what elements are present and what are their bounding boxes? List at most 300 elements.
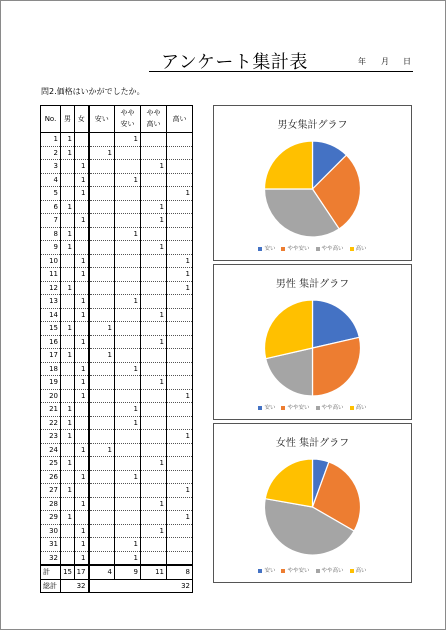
sum-cell: 17 (75, 565, 89, 579)
legend-label: 高い (355, 246, 367, 252)
table-cell (89, 538, 115, 552)
table-cell: 1 (115, 227, 141, 241)
table-cell (115, 430, 141, 444)
table-cell: 1 (167, 281, 193, 295)
table-cell (89, 214, 115, 228)
row-number: 8 (41, 227, 61, 241)
row-number: 28 (41, 497, 61, 511)
table-cell: 1 (141, 214, 167, 228)
legend-label: 安い (264, 246, 276, 252)
row-number: 11 (41, 268, 61, 282)
table-cell: 1 (75, 538, 89, 552)
table-cell: 1 (75, 295, 89, 309)
table-row (41, 349, 193, 363)
table-cell (61, 173, 75, 187)
legend-item (258, 405, 275, 411)
row-number: 22 (41, 416, 61, 430)
table-cell (141, 268, 167, 282)
column-header: 男 (61, 106, 75, 133)
table-cell: 1 (61, 484, 75, 498)
table-cell (115, 160, 141, 174)
legend-swatch (258, 247, 262, 251)
table-cell (115, 268, 141, 282)
table-cell (61, 470, 75, 484)
table-cell (115, 146, 141, 160)
row-number: 20 (41, 389, 61, 403)
row-number: 19 (41, 376, 61, 390)
table-cell: 1 (75, 376, 89, 390)
table-cell (167, 241, 193, 255)
row-number: 5 (41, 187, 61, 201)
table-cell (75, 349, 89, 363)
legend-swatch (316, 247, 320, 251)
row-number: 29 (41, 511, 61, 525)
table-cell (75, 281, 89, 295)
table-cell (141, 133, 167, 147)
table-cell (115, 187, 141, 201)
legend-item (350, 568, 367, 574)
table-row (41, 524, 193, 538)
table-cell (61, 254, 75, 268)
table-row (41, 254, 193, 268)
column-header: 女 (75, 106, 89, 133)
row-number: 27 (41, 484, 61, 498)
table-cell: 1 (61, 133, 75, 147)
legend-swatch (350, 406, 354, 410)
table-cell: 1 (75, 497, 89, 511)
table-cell (167, 173, 193, 187)
table-cell (89, 227, 115, 241)
table-cell: 1 (61, 416, 75, 430)
table-row (41, 362, 193, 376)
row-number: 31 (41, 538, 61, 552)
table-cell: 1 (75, 362, 89, 376)
table-cell: 1 (115, 403, 141, 417)
table-cell (61, 268, 75, 282)
table-cell (167, 538, 193, 552)
table-cell (89, 470, 115, 484)
table-cell (89, 362, 115, 376)
table-cell (141, 227, 167, 241)
table-cell: 1 (89, 349, 115, 363)
legend-swatch (258, 406, 262, 410)
table-cell (89, 160, 115, 174)
table-cell (141, 443, 167, 457)
title-underline (149, 71, 413, 72)
legend-swatch (281, 247, 285, 251)
table-row (41, 403, 193, 417)
table-cell (167, 551, 193, 565)
table-row (41, 497, 193, 511)
table-cell (167, 470, 193, 484)
table-cell (75, 416, 89, 430)
table-cell: 1 (141, 376, 167, 390)
legend-swatch (350, 569, 354, 573)
table-cell: 1 (167, 511, 193, 525)
table-cell (75, 200, 89, 214)
table-row (41, 511, 193, 525)
table-cell: 1 (61, 281, 75, 295)
legend-swatch (281, 569, 285, 573)
table-cell (115, 322, 141, 336)
table-cell: 1 (141, 308, 167, 322)
table-cell: 1 (75, 308, 89, 322)
table-cell (89, 308, 115, 322)
table-row (41, 268, 193, 282)
year-label: 年 (358, 57, 366, 66)
table-cell: 1 (115, 551, 141, 565)
row-number: 16 (41, 335, 61, 349)
table-cell: 1 (89, 322, 115, 336)
table-cell (89, 376, 115, 390)
table-cell (89, 335, 115, 349)
pie-chart-female (214, 424, 411, 582)
table-cell: 1 (75, 524, 89, 538)
table-cell (115, 457, 141, 471)
table-cell (115, 214, 141, 228)
legend-label: 高い (355, 405, 367, 411)
pie-chart-all (214, 106, 411, 260)
table-cell: 1 (115, 173, 141, 187)
table-row (41, 443, 193, 457)
table-cell (141, 511, 167, 525)
table-cell (167, 214, 193, 228)
row-number: 3 (41, 160, 61, 174)
chart-box-all (213, 105, 412, 261)
table-cell: 1 (75, 173, 89, 187)
legend-swatch (258, 569, 262, 573)
pie-slice-4 (265, 459, 312, 507)
row-number: 32 (41, 551, 61, 565)
table-cell (167, 403, 193, 417)
table-cell (75, 457, 89, 471)
legend-item (281, 246, 309, 252)
row-number: 13 (41, 295, 61, 309)
table-cell: 1 (61, 146, 75, 160)
table-cell: 1 (61, 511, 75, 525)
table-cell (115, 308, 141, 322)
legend-label: やや高い (321, 405, 344, 411)
row-number: 15 (41, 322, 61, 336)
legend-item (316, 246, 344, 252)
legend-swatch (350, 247, 354, 251)
table-cell: 1 (75, 254, 89, 268)
legend-label: やや安い (287, 405, 310, 411)
table-cell (167, 133, 193, 147)
table-cell (75, 146, 89, 160)
table-cell: 1 (75, 470, 89, 484)
table-cell: 1 (61, 322, 75, 336)
chart-legend (214, 403, 411, 411)
table-cell: 1 (167, 484, 193, 498)
table-row (41, 214, 193, 228)
table-cell (141, 430, 167, 444)
table-row (41, 187, 193, 201)
row-number: 6 (41, 200, 61, 214)
table-cell: 1 (167, 389, 193, 403)
row-number: 23 (41, 430, 61, 444)
table-cell (167, 524, 193, 538)
table-cell (141, 551, 167, 565)
table-row (41, 416, 193, 430)
table-cell (61, 497, 75, 511)
table-cell: 1 (75, 443, 89, 457)
sum-row (41, 565, 193, 579)
table-row (41, 551, 193, 565)
table-cell: 1 (141, 524, 167, 538)
pie-slice-4 (265, 141, 313, 189)
table-cell (89, 281, 115, 295)
row-number: 14 (41, 308, 61, 322)
table-cell (115, 200, 141, 214)
table-cell (75, 133, 89, 147)
table-cell (75, 403, 89, 417)
table-cell (89, 133, 115, 147)
legend-swatch (281, 406, 285, 410)
chart-title: 男性 集計グラフ (275, 279, 350, 290)
table-row (41, 227, 193, 241)
table-cell (167, 227, 193, 241)
month-label: 月 (381, 57, 389, 66)
row-number: 4 (41, 173, 61, 187)
table-cell (115, 497, 141, 511)
table-cell (167, 443, 193, 457)
table-cell: 1 (61, 349, 75, 363)
legend-item (281, 568, 309, 574)
table-row (41, 376, 193, 390)
table-row (41, 295, 193, 309)
table-row (41, 308, 193, 322)
table-row (41, 457, 193, 471)
row-number: 25 (41, 457, 61, 471)
legend-item (258, 246, 275, 252)
table-cell (61, 335, 75, 349)
table-cell (61, 295, 75, 309)
table-cell (89, 551, 115, 565)
table-cell: 1 (75, 551, 89, 565)
table-cell: 1 (61, 227, 75, 241)
sum-cell: 15 (61, 565, 75, 579)
table-cell (89, 173, 115, 187)
legend-label: 安い (264, 568, 276, 574)
pie-slice-2 (313, 337, 361, 396)
table-cell (115, 389, 141, 403)
table-cell (167, 146, 193, 160)
legend-item (350, 246, 367, 252)
table-cell (141, 146, 167, 160)
row-number: 21 (41, 403, 61, 417)
table-row (41, 281, 193, 295)
row-number: 12 (41, 281, 61, 295)
chart-box-female (213, 423, 412, 583)
table-cell: 1 (61, 457, 75, 471)
table-cell (61, 362, 75, 376)
table-cell: 1 (115, 133, 141, 147)
row-number: 9 (41, 241, 61, 255)
sum-cell: 9 (115, 565, 141, 579)
table-cell: 1 (75, 187, 89, 201)
table-cell (89, 254, 115, 268)
table-cell (89, 187, 115, 201)
row-number: 10 (41, 254, 61, 268)
legend-item (350, 405, 367, 411)
table-cell (75, 430, 89, 444)
legend-item (316, 405, 344, 411)
column-header: やや 高い (141, 106, 167, 133)
table-cell (167, 376, 193, 390)
legend-swatch (316, 569, 320, 573)
sum-cell: 11 (141, 565, 167, 579)
table-row (41, 160, 193, 174)
total-label: 総計 (41, 579, 61, 593)
legend-label: 安い (264, 405, 276, 411)
table-cell: 1 (61, 200, 75, 214)
column-header: 高い (167, 106, 193, 133)
legend-item (281, 405, 309, 411)
table-cell (141, 254, 167, 268)
table-cell: 1 (167, 430, 193, 444)
table-row (41, 335, 193, 349)
table-cell (75, 227, 89, 241)
column-header: やや 安い (115, 106, 141, 133)
table-cell (89, 295, 115, 309)
table-cell (167, 295, 193, 309)
table-cell (89, 457, 115, 471)
table-cell (167, 335, 193, 349)
table-cell: 1 (141, 335, 167, 349)
table-cell (89, 497, 115, 511)
table-cell: 1 (75, 389, 89, 403)
table-cell (61, 524, 75, 538)
table-cell (141, 349, 167, 363)
pie-slice-4 (264, 300, 312, 359)
legend-label: やや安い (287, 246, 310, 252)
total-answers-cell: 32 (89, 579, 193, 593)
legend-item (258, 568, 275, 574)
table-row (41, 430, 193, 444)
table-cell (61, 376, 75, 390)
table-cell (141, 362, 167, 376)
table-cell (167, 497, 193, 511)
table-cell (89, 403, 115, 417)
table-cell (89, 430, 115, 444)
row-number: 30 (41, 524, 61, 538)
table-cell (61, 443, 75, 457)
table-cell (61, 187, 75, 201)
table-cell: 1 (115, 362, 141, 376)
table-cell (115, 443, 141, 457)
table-cell (89, 200, 115, 214)
table-cell: 1 (89, 146, 115, 160)
table-cell (115, 376, 141, 390)
table-row (41, 484, 193, 498)
table-row (41, 389, 193, 403)
table-cell (89, 241, 115, 255)
table-row (41, 200, 193, 214)
row-number: 17 (41, 349, 61, 363)
column-header: 安い (89, 106, 115, 133)
table-cell (115, 511, 141, 525)
table-cell (167, 362, 193, 376)
table-cell (167, 322, 193, 336)
table-cell (115, 524, 141, 538)
table-cell (141, 295, 167, 309)
table-cell (89, 268, 115, 282)
row-number: 18 (41, 362, 61, 376)
table-row (41, 173, 193, 187)
table-row (41, 146, 193, 160)
total-gender-cell: 32 (61, 579, 89, 593)
legend-label: 高い (355, 568, 367, 574)
table-cell (115, 349, 141, 363)
table-cell (75, 484, 89, 498)
legend-label: やや高い (321, 246, 344, 252)
table-cell (141, 538, 167, 552)
day-label: 日 (403, 57, 411, 66)
table-cell (141, 403, 167, 417)
chart-box-male (213, 264, 412, 420)
page-title: アンケート集計表 (161, 52, 308, 73)
sum-cell: 4 (89, 565, 115, 579)
table-cell (167, 308, 193, 322)
sum-label: 計 (41, 565, 61, 579)
column-header: No. (41, 106, 61, 133)
table-cell (61, 214, 75, 228)
table-cell: 1 (115, 295, 141, 309)
row-number: 26 (41, 470, 61, 484)
sum-cell: 8 (167, 565, 193, 579)
row-number: 1 (41, 133, 61, 147)
table-cell (89, 511, 115, 525)
table-cell (75, 241, 89, 255)
table-cell (141, 484, 167, 498)
survey-table (40, 105, 193, 593)
table-cell (167, 200, 193, 214)
chart-legend (214, 566, 411, 574)
table-cell (115, 281, 141, 295)
table-cell (61, 308, 75, 322)
legend-item (316, 568, 344, 574)
table-cell (115, 254, 141, 268)
table-cell (89, 484, 115, 498)
table-cell (141, 322, 167, 336)
legend-label: やや安い (287, 568, 310, 574)
table-cell (167, 457, 193, 471)
table-cell (115, 241, 141, 255)
legend-swatch (316, 406, 320, 410)
table-cell (61, 551, 75, 565)
table-cell: 1 (75, 268, 89, 282)
table-cell (61, 160, 75, 174)
table-cell: 1 (61, 241, 75, 255)
table-cell (141, 187, 167, 201)
table-cell (115, 484, 141, 498)
table-cell: 1 (141, 497, 167, 511)
table-cell (167, 160, 193, 174)
table-cell: 1 (141, 200, 167, 214)
chart-legend (214, 244, 411, 252)
table-cell: 1 (167, 187, 193, 201)
table-cell (141, 173, 167, 187)
table-row (41, 133, 193, 147)
table-cell (141, 470, 167, 484)
table-cell (89, 524, 115, 538)
table-row (41, 470, 193, 484)
table-cell: 1 (141, 160, 167, 174)
table-row (41, 241, 193, 255)
table-cell: 1 (115, 416, 141, 430)
table-cell (141, 389, 167, 403)
